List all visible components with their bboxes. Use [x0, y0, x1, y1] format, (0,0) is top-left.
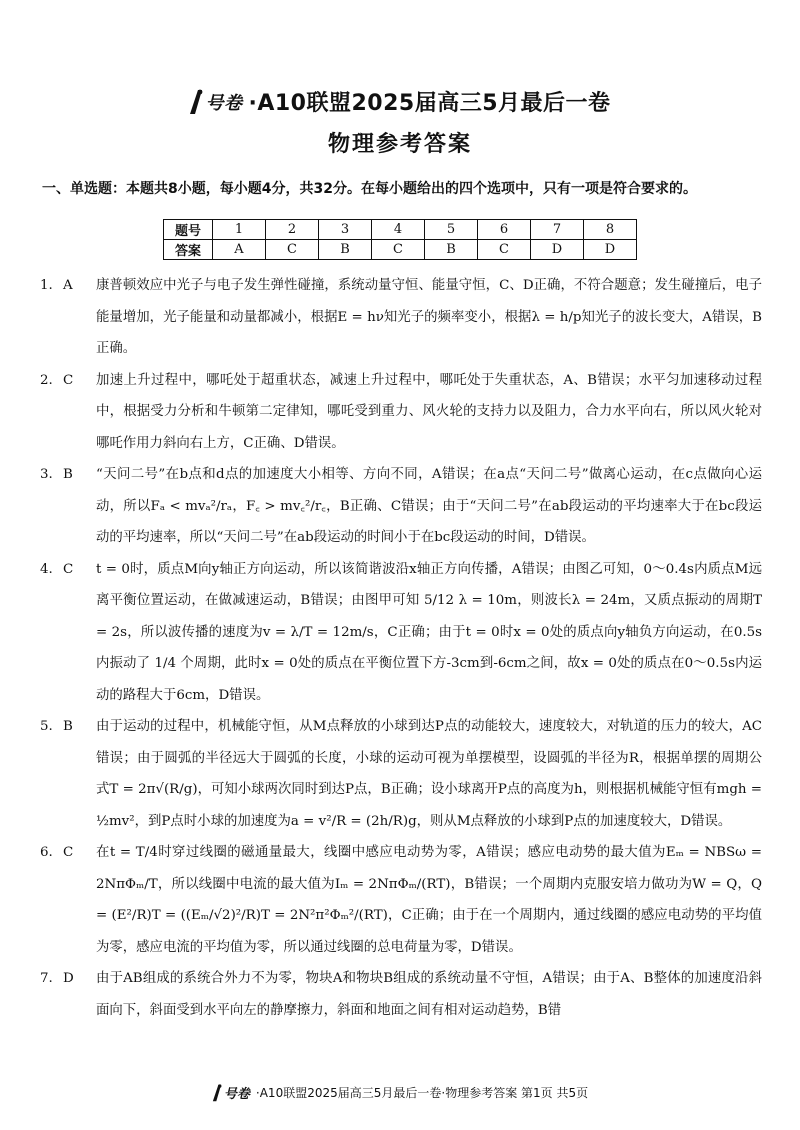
- item-explanation: 康普顿效应中光子与电子发生弹性碰撞，系统动量守恒、能量守恒，C、D正确，不符合题意；发生碰撞后，电子能量增加，光子能量和动量都减小，根据E = hν知光子的频率变小，根据λ = h/p知光子的波长变大，A错误，B正确。: [96, 278, 762, 356]
- item-answer: C: [63, 561, 74, 577]
- table-cell: 7: [531, 220, 584, 240]
- solution-list: [40, 270, 762, 1026]
- footer-text: ·A10联盟2025届高三5月最后一卷·物理参考答案 第1页 共5页: [255, 1086, 589, 1100]
- item-explanation: t = 0时，质点M向y轴正方向运动，所以该简谐波沿x轴正方向传播，A错误；由图乙可知，0～0.4s内质点M远离平衡位置运动，在做减速运动，B错误；由图甲可知 5/12 λ = 10m，则波长λ = 24m，又质点振动的周期T = 2s，所以波传播的速度为v = λ/T = 12m/s，C正确；由于t = 0时x = 0处的质点向y轴负方向运动，在0.5s内振动了 1/4 个周期，此时x = 0处的质点在平衡位置下方-3cm到-6cm之间，故x = 0处的质点在0～0.5s内运动的路程大于6cm，D错误。: [96, 561, 762, 703]
- item-explanation: 加速上升过程中，哪吒处于超重状态，减速上升过程中，哪吒处于失重状态，A、B错误；水平匀加速移动过程中，根据受力分析和牛顿第二定律知，哪吒受到重力、风火轮的支持力以及阻力，合力水平向右，所以风火轮对哪吒作用力斜向右上方，C正确、D错误。: [96, 372, 762, 451]
- table-cell: B: [425, 240, 478, 260]
- footer-logo-text: 号卷: [223, 1087, 250, 1102]
- item-explanation: 由于AB组成的系统合外力不为零，物块A和物块B组成的系统动量不守恒，A错误；由于A、B整体的加速度沿斜面向下，斜面受到水平向左的静摩擦力，斜面和地面之间有相对运动趋势，B错: [96, 971, 762, 1018]
- section-heading: 一、单选题：本题共8小题，每小题4分，共32分。在每小题给出的四个选项中，只有一项是符合要求的。: [42, 181, 697, 197]
- item-number: 3.: [40, 467, 53, 482]
- item-answer: B: [63, 719, 73, 734]
- table-cell: 5: [425, 220, 478, 240]
- item-answer: C: [63, 845, 74, 860]
- table-row-label: 答案: [164, 240, 213, 260]
- logo-stroke-icon: [212, 1084, 222, 1102]
- item-number: 2.: [40, 372, 53, 388]
- answer-table: [163, 219, 637, 260]
- solution-item: [40, 459, 762, 554]
- table-cell: A: [213, 240, 266, 260]
- title-text: ·A10联盟2025届高三5月最后一卷: [248, 91, 611, 116]
- item-number: 1.: [40, 278, 53, 293]
- table-cell: 4: [372, 220, 425, 240]
- table-cell: 2: [266, 220, 319, 240]
- document-header: [0, 86, 800, 158]
- item-explanation: “天问二号”在b点和d点的加速度大小相等、方向不同，A错误；在a点“天问二号”做离心运动，在c点做向心运动，所以Fₐ < mvₐ²/rₐ，F꜀ > mv꜀²/r꜀，B正确、C错误；由于“天问二号”在ab段运动的平均速率大于在bc段运动的平均速率，所以“天问二号”在ab段运动的时间小于在bc段运动的时间，D错误。: [96, 467, 762, 545]
- item-number: 5.: [40, 719, 53, 734]
- solution-item: [40, 554, 762, 712]
- table-cell: C: [372, 240, 425, 260]
- solution-item: [40, 270, 762, 365]
- item-number: 6.: [40, 845, 53, 860]
- solution-item: [40, 365, 762, 460]
- table-cell: C: [478, 240, 531, 260]
- answer-table-number-row: [164, 220, 637, 240]
- table-cell: C: [266, 240, 319, 260]
- table-cell: D: [531, 240, 584, 260]
- logo-text: 号卷: [205, 92, 243, 114]
- table-cell: B: [319, 240, 372, 260]
- item-number: 7.: [40, 971, 53, 986]
- item-answer: C: [63, 372, 74, 388]
- document-title: [189, 86, 610, 117]
- table-cell: D: [584, 240, 637, 260]
- item-answer: A: [63, 278, 73, 293]
- solution-item: [40, 711, 762, 837]
- solution-item: [40, 837, 762, 963]
- table-cell: 8: [584, 220, 637, 240]
- exam-logo: [189, 89, 242, 115]
- item-answer: B: [63, 467, 73, 482]
- item-answer: D: [63, 971, 74, 986]
- table-row-label: 题号: [164, 220, 213, 240]
- footer-logo: [212, 1083, 250, 1102]
- solution-item: [40, 963, 762, 1026]
- table-cell: 6: [478, 220, 531, 240]
- item-number: 4.: [40, 561, 53, 577]
- table-cell: 3: [319, 220, 372, 240]
- logo-stroke-icon: [189, 89, 203, 115]
- item-explanation: 由于运动的过程中，机械能守恒，从M点释放的小球到达P点的动能较大，速度较大，对轨道的压力的较大，AC错误；由于圆弧的半径远大于圆弧的长度，小球的运动可视为单摆模型，设圆弧的半径为R，根据单摆的周期公式T = 2π√(R/g)，可知小球两次同时到达P点，B正确；设小球离开P点的高度为h，则根据机械能守恒有mgh = ½mv²，到P点时小球的加速度为a = v²/R = (2h/R)g，则从M点释放的小球到P点的加速度较大，D错误。: [96, 719, 762, 829]
- table-cell: 1: [213, 220, 266, 240]
- answer-table-answer-row: [164, 240, 637, 260]
- page-footer: [0, 1083, 800, 1102]
- item-explanation: 在t = T/4时穿过线圈的磁通量最大，线圈中感应电动势为零，A错误；感应电动势的最大值为Eₘ = NBSω = 2NπΦₘ/T，所以线圈中电流的最大值为Iₘ = 2NπΦₘ/(RT)，B错误；一个周期内克服安培力做功为W = Q，Q = (E²/R)T = ((Eₘ/√2)²/R)T = 2N²π²Φₘ²/(RT)，C正确；由于在一个周期内，通过线圈的感应电动势的平均值为零，感应电流的平均值为零，所以通过线圈的总电荷量为零，D错误。: [96, 845, 762, 955]
- document-subtitle: 物理参考答案: [327, 131, 472, 157]
